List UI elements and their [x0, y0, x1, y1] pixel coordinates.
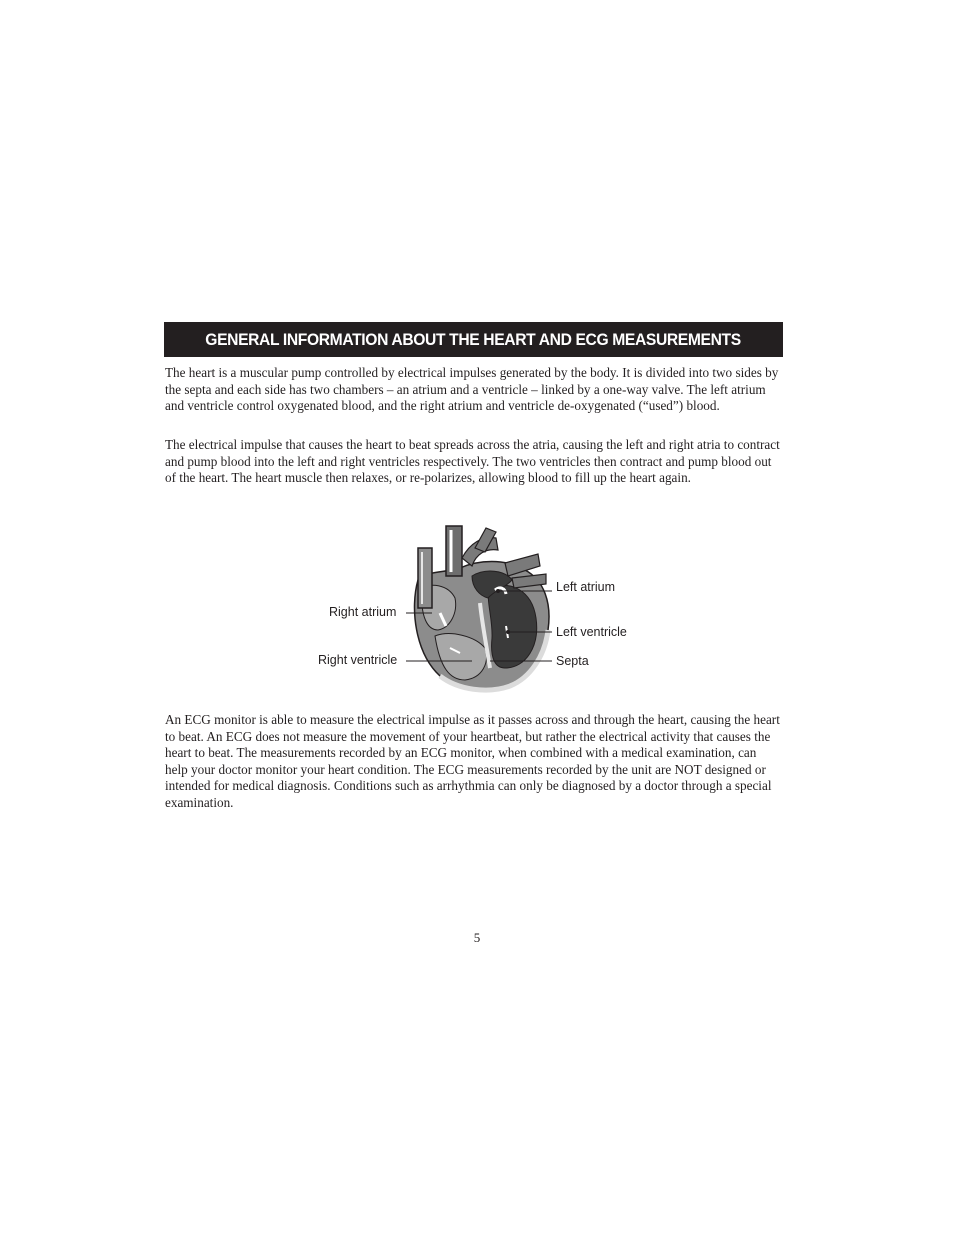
label-right-atrium: Right atrium	[329, 605, 397, 619]
aorta	[446, 526, 462, 576]
section-title: GENERAL INFORMATION ABOUT THE HEART AND ECG MEASUREMENTS	[205, 329, 742, 349]
paragraph-electrical-impulse: The electrical impulse that causes the heart to beat spreads across the atria, causing the left and right atria to contract and pump blood into the left and right ventricles respectively. The two ventricles then contract and pump blood out of the heart. The heart muscle then relaxes, or re-polarizes, allowing blood to fill up the heart again.	[165, 437, 780, 486]
page-number: 5	[473, 930, 481, 945]
label-left-atrium: Left atrium	[556, 580, 616, 594]
vena-cava	[418, 548, 432, 608]
paragraph-heart-structure: The heart is a muscular pump controlled by electrical impulses generated by the body. It is divided into two sides by the septa and each side has two chambers – an atrium and a ventricle – linked by a one-way valve. The left atrium and ventricle control oxygenated blood, and the right atrium and ventricle de-oxygenated (“used”) blood.	[165, 365, 779, 414]
paragraph-ecg-monitor: An ECG monitor is able to measure the electrical impulse as it passes across and through the heart, causing the heart to beat. An ECG does not measure the movement of your heartbeat, but rather the electrical activity that causes the heart to beat. The measurements recorded by an ECG monitor, when combined with a medical examination, can help your doctor monitor your heart condition. The ECG measurements recorded by the unit are NOT designed or intended for medical diagnosis. Conditions such as arrhythmia can only be diagnosed by a doctor through a special examination.	[165, 712, 780, 810]
label-right-ventricle: Right ventricle	[318, 653, 398, 667]
label-left-ventricle: Left ventricle	[556, 625, 627, 639]
label-septa: Septa	[556, 654, 589, 668]
section-title-bar	[164, 322, 783, 357]
